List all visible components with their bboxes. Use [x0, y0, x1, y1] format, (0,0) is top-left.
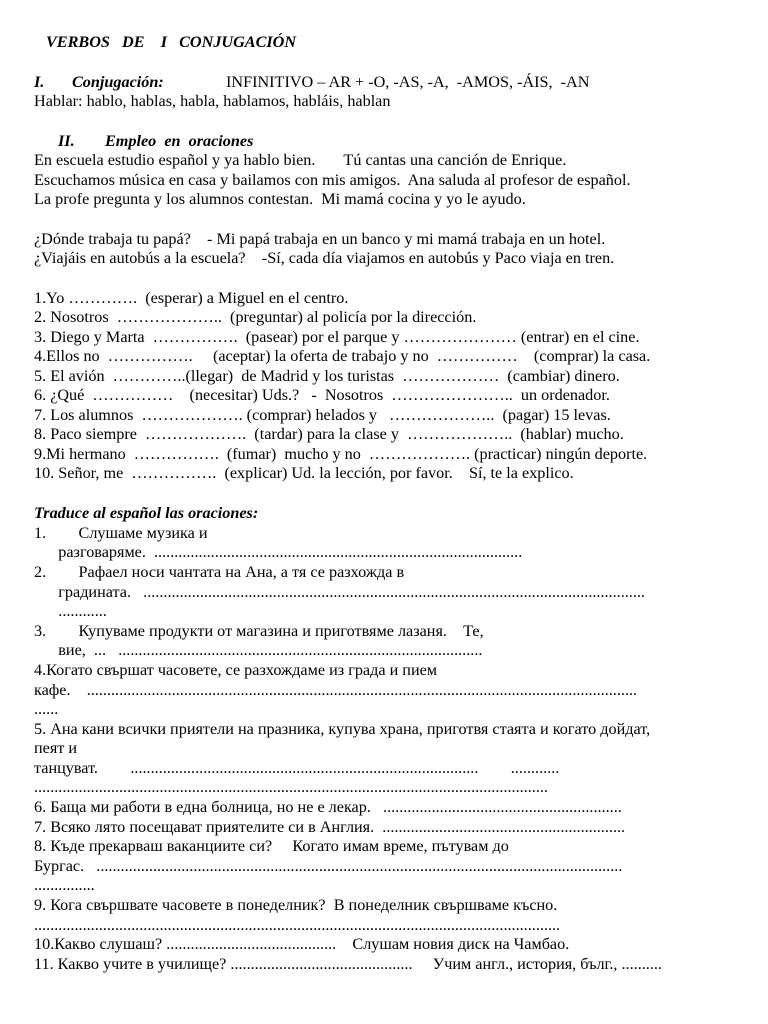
translate-line: Бургас. ..................................................................................................................................: [34, 857, 623, 875]
exercise-item: 1.Yo …………. (esperar) a Miguel en el centro.: [34, 289, 349, 307]
translate-line: кафе. ........................................................................................................................................: [34, 681, 638, 699]
translate-line: ............: [34, 602, 107, 620]
translate-line: 3. Купуваме продукти от магазина и приготвяме лазаня. Те,: [34, 622, 484, 640]
translate-heading: Traduce al español las oraciones:: [34, 504, 259, 522]
translate-line: танцуват. ...................................................................................... ............: [34, 759, 560, 777]
translate-line: 5. Ана кани всички приятели на празника, купува храна, приготвя стаята и когато дойдат,: [34, 720, 651, 738]
dialogue-line: ¿Viajáis en autobús a la escuela? -Sí, cada día viajamos en autobús y Paco viaja en tren.: [34, 249, 615, 267]
translate-line: ...............................................................................................................................: [34, 778, 548, 796]
dialogue-line: ¿Dónde trabaja tu papá? - Mi papá trabaja en un banco y mi mamá trabaja en un hotel.: [34, 230, 606, 248]
example-sentence: Escuchamos música en casa y bailamos con mis amigos. Ana saluda al profesor de español.: [34, 171, 631, 189]
section-2-number: II.: [58, 132, 75, 150]
translate-line: 2. Рафаел носи чантата на Ана, а тя се разхожда в: [34, 563, 405, 581]
translate-line: 1. Слушаме музика и: [34, 524, 208, 542]
translate-line: пеят и: [34, 739, 78, 757]
exercise-item: 5. El avión …………..(llegar) de Madrid y los turistas ……………… (cambiar) dinero.: [34, 367, 620, 385]
translate-line: градината. ............................................................................................................................: [34, 583, 645, 601]
translate-line: 8. Къде прекарваш ваканциите си? Когато имам време, пътувам до: [34, 837, 509, 855]
exercise-item: 7. Los alumnos ………………. (comprar) helados y ……………….. (pagar) 15 levas.: [34, 406, 611, 424]
translate-line: 10.Какво слушаш? .......................................... Слушам новия диск на Чамбао.: [34, 935, 570, 953]
exercise-item: 9.Mi hermano ……………. (fumar) mucho y no ………………. (practicar) ningún deporte.: [34, 445, 648, 463]
translate-line: ..................................................................................................................................: [34, 916, 561, 934]
exercise-item: 8. Paco siempre ………………. (tardar) para la clase y ……………….. (hablar) mucho.: [34, 425, 624, 443]
section-2-heading: Empleo en oraciones: [105, 132, 254, 150]
section-1-number: I.: [34, 73, 45, 91]
exercise-item: 2. Nosotros ……………….. (preguntar) al policía por la dirección.: [34, 308, 477, 326]
conjugation-example: Hablar: hablo, hablas, habla, hablamos, habláis, hablan: [34, 92, 391, 110]
translate-line: 4.Когато свършат часовете, се разхождаме из града и пием: [34, 661, 438, 679]
translate-line: 6. Баща ми работи в една болница, но не е лекар. ...........................................................: [34, 798, 622, 816]
translate-line: 7. Всяко лято посещават приятелите си в Англия. ............................................................: [34, 818, 626, 836]
exercise-item: 10. Señor, me ……………. (explicar) Ud. la lección, por favor. Sí, te la explico.: [34, 464, 574, 482]
translate-line: ......: [34, 700, 59, 718]
translate-line: ...............: [34, 876, 95, 894]
conjugation-rule: INFINITIVO – AR + -O, -AS, -A, -AMOS, -ÁIS, -AN: [226, 73, 590, 91]
worksheet-title: VERBOS DE I CONJUGACIÓN: [46, 33, 297, 51]
translate-line: 9. Кога свършвате часовете в понеделник? В понеделник свършваме късно.: [34, 896, 558, 914]
exercise-item: 6. ¿Qué …………… (necesitar) Uds.? - Nosotros ………………….. un ordenador.: [34, 386, 610, 404]
section-1-heading: Conjugación:: [72, 73, 164, 91]
example-sentence: En escuela estudio español y ya hablo bien. Tú cantas una canción de Enrique.: [34, 151, 567, 169]
example-sentence: La profe pregunta y los alumnos contestan. Mi mamá cocina y yo le ayudo.: [34, 190, 526, 208]
translate-line: вие, ... ..........................................................................................: [34, 641, 483, 659]
exercise-item: 4.Ellos no ……………. (aceptar) la oferta de trabajo y no …………… (comprar) la casa.: [34, 347, 651, 365]
translate-line: 11. Какво учите в училище? ............................................. Учим англ., история, бълг., ..........: [34, 955, 662, 973]
exercise-item: 3. Diego y Marta ……………. (pasear) por el parque y ………………… (entrar) en el cine.: [34, 328, 640, 346]
translate-line: разговаряме. ...........................................................................................: [34, 543, 523, 561]
